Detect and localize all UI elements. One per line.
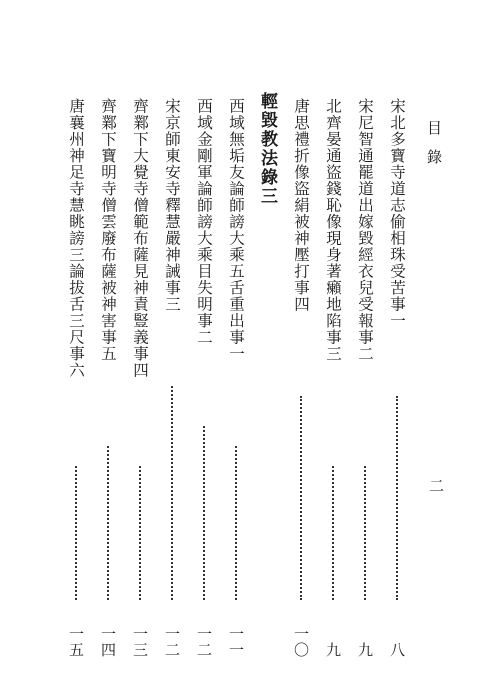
dot-leader [139, 466, 141, 600]
toc-entry [98, 98, 118, 658]
toc-entry-title: 宋北多寶寺道志偷相珠受苦事一 [388, 98, 406, 329]
toc-entry [66, 98, 86, 658]
dot-leader [396, 396, 398, 600]
toc-entry [323, 98, 343, 658]
toc-entry-title: 唐思禮折像盜絹被神壓打事四 [292, 98, 310, 313]
dot-leader [203, 426, 205, 600]
toc-entry [387, 98, 407, 658]
page-number: 二 [427, 478, 445, 493]
toc-entry-page: 八 [388, 642, 406, 658]
dot-leader [171, 386, 173, 600]
toc-entry-page: 一四 [99, 626, 117, 658]
toc-entry-title: 宋尼智通罷道出嫁毀經衣兒受報事二 [356, 98, 374, 362]
toc-entry [162, 98, 182, 658]
page-header-title: 目錄 [425, 120, 443, 178]
toc-entry [355, 98, 375, 658]
toc-entry [194, 98, 214, 658]
toc-entry-page: 一五 [67, 626, 85, 658]
toc-entry-title: 西域金剛軍論師謗大乘目失明事二 [195, 98, 213, 346]
toc-entry-title: 西域無垢友論師謗大乘五舌重出事一 [227, 98, 245, 362]
dot-leader [332, 466, 334, 600]
dot-leader [364, 466, 366, 600]
toc-entry-title: 唐襄州神足寺慧眺謗三論拔舌三尺事六 [67, 98, 85, 379]
toc-entry [226, 98, 246, 658]
toc-entry-title: 齊鄴下寶明寺僧雲廢布薩被神害事五 [99, 98, 117, 362]
toc-entry-title: 齊鄴下大覺寺僧範布薩見神責豎義事四 [131, 98, 149, 379]
dot-leader [235, 446, 237, 600]
dot-leader [107, 446, 109, 600]
toc-entry-title: 北齊晏通盜錢恥像現身著癩地陷事三 [324, 98, 342, 362]
section-title: 輕毀教法錄三 [257, 92, 277, 206]
dot-leader [300, 396, 302, 600]
toc-entry-page: 一三 [131, 626, 149, 658]
dot-leader [75, 466, 77, 600]
toc-entry-page: 一一 [227, 626, 245, 658]
toc-entry-page: 九 [324, 642, 342, 658]
toc-entry-title: 宋京師東安寺釋慧嚴神誡事三 [163, 98, 181, 313]
toc-entry-page: 九 [356, 642, 374, 658]
toc-entry [291, 98, 311, 658]
toc-entry-page: 一二 [195, 626, 213, 658]
toc-entry [130, 98, 150, 658]
toc-entry-page: 一二 [163, 626, 181, 658]
toc-entry-page: 一〇 [292, 626, 310, 658]
